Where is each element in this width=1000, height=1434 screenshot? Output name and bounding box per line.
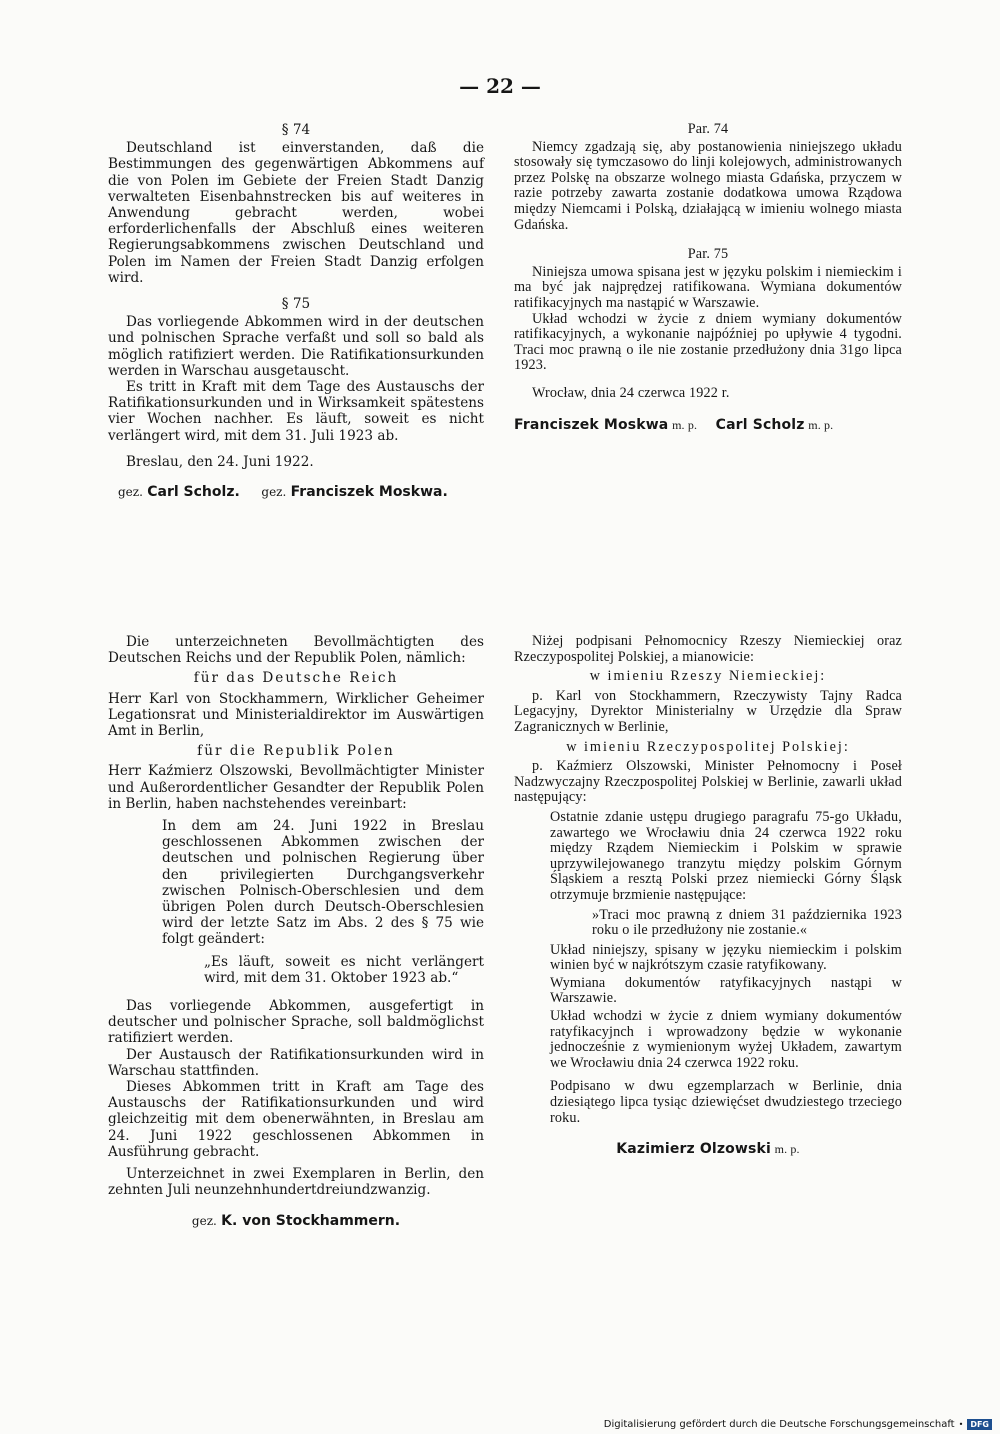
sig-prefix: gez. xyxy=(118,485,143,500)
sig-prefix: gez. xyxy=(261,485,287,500)
reich-plenipotentiary-polish: p. Karl von Stockhammern, Rzeczywisty Tajny Radca Legacyjny, Dyrektor Ministerialny w Urzędzie dla Spraw Zagranicznych w Berlinie, xyxy=(514,687,902,735)
par-75-text-2: Układ wchodzi w życie z dniem wymiany dokumentów ratifikacyjnych, a wykonanie najpóźniej po upływie 4 tygodni. Traci moc prawną o ile nie zostanie przedłużony dnia 31go lipca 1923. xyxy=(514,310,902,374)
entry-into-force-paragraph: Dieses Abkommen tritt in Kraft am Tage des Austauschs der Ratifikationsurkunden und wird gleichzeitig mit dem obenerwähnten, in Breslau am 24. Juni 1922 geschlossenen Abkommen in Ausführung gebracht. xyxy=(108,1079,484,1160)
entry-into-force-paragraph-polish: Układ wchodzi w życie z dniem wymiany dokumentów ratyfikacyjnch i wprowadzony będzie w wykonanie jednocześnie z wymienionym wyżej Układem, zawartym we Wrocławiu dnia 24 czerwca 1922 roku. xyxy=(550,1008,902,1071)
section-75-text-1: Das vorliegende Abkommen wird in der deutschen und polnischen Sprache verfaßt und soll so bald als möglich ratifiziert werden. Die Ratifikationsurkunden werden in Warschau ausgetauscht. xyxy=(108,314,484,379)
signature-carl-scholz: Carl Scholz. xyxy=(147,484,240,501)
amendment-quote-polish: »Traci moc prawną z dniem 31 października 1923 roku o ile przedłużony nie zostanie.« xyxy=(592,906,902,939)
for-reich-heading-polish: w imieniu Rzeszy Niemieckiej: xyxy=(589,668,827,685)
signature-stockhammern: K. von Stockhammern. xyxy=(221,1212,401,1229)
signature-carl-scholz: Carl Scholz xyxy=(715,416,805,433)
signature-stockhammern-block xyxy=(108,1213,484,1229)
par-75-heading: Par. 75 xyxy=(687,246,729,263)
amendment-text-german: In dem am 24. Juni 1922 in Breslau geschlossenen Abkommen zwischen der deutschen und polnischen Regierung über den privilegierten Durchgangsverkehr zwischen Polnisch-Oberschlesien und dem übrigen Polen durch Deutsch-Oberschlesien wird der letzte Satz im Abs. 2 des § 75 wie folgt geändert: xyxy=(162,818,484,948)
signature-franciszek-moskwa: Franciszek Moskwa. xyxy=(290,484,448,501)
exchange-paragraph-polish: Wymiana dokumentów ratyfikacyjnych nastąpi w Warszawie. xyxy=(550,974,902,1007)
reich-plenipotentiary: Herr Karl von Stockhammern, Wirklicher Geheimer Legationsrat und Ministerialdirektor im Auswärtigen Amt in Berlin, xyxy=(108,690,484,740)
digitization-footer: Digitalisierung gefördert durch die Deutsche Forschungsgemeinschaft • DFG xyxy=(604,1419,992,1430)
par-74-text: Niemcy zgadzają się, aby postanowienia niniejszego układu stosowały się tymczasowo do linji kolejowych, administrowanych przez Polskę na obszarze wolnego miasta Gdańska, przyczem w razie potrzeby zawarta zostanie dodatkowa umowa Rządowa między Niemcami i Polską, działającą w imieniu wolnego miasta Gdańska. xyxy=(514,138,902,233)
upper-german-column xyxy=(108,122,484,500)
section-74-heading: § 74 xyxy=(281,122,311,138)
par-75-text-1: Niniejsza umowa spisana jest w języku polskim i niemieckim i ma być jak najprędzej ratifikowana. Wymiana dokumentów ratifikacyjnych ma nastąpić w Warszawie. xyxy=(514,263,902,311)
ratification-paragraph: Das vorliegende Abkommen, ausgefertigt in deutscher und polnischer Sprache, soll baldmöglichst ratifiziert werden. xyxy=(108,998,484,1047)
amendment-quote-german: „Es läuft, soweit es nicht verlängert wird, mit dem 31. Oktober 1923 ab.“ xyxy=(204,953,484,986)
republic-plenipotentiary: Herr Kaźmierz Olszowski, Bevollmächtigter Minister und Außerordentlicher Gesandter der Republik Polen in Berlin, haben nachstehendes vereinbart: xyxy=(108,763,484,812)
republic-plenipotentiary-polish: p. Kaźmierz Olszowski, Minister Pełnomocny i Poseł Nadzwyczajny Rzeczpospolitej Polskiej w Berlinie, zawarli układ następujący: xyxy=(514,758,902,806)
for-republic-heading-polish: w imieniu Rzeczypospolitej Polskiej: xyxy=(566,738,850,755)
lower-polish-column xyxy=(514,634,902,1158)
exchange-paragraph: Der Austausch der Ratifikationsurkunden wird in Warschau stattfinden. xyxy=(108,1046,484,1079)
protocol-intro-german: Die unterzeichneten Bevollmächtigten des Deutschen Reichs und der Republik Polen, nämlich: xyxy=(108,634,484,667)
section-75-heading: § 75 xyxy=(281,296,311,313)
dfg-logo: DFG xyxy=(967,1419,992,1430)
signature-olzowski: Kazimierz Olzowski xyxy=(616,1141,771,1158)
protocol-intro-polish: Niżej podpisani Pełnomocnicy Rzeszy Niemieckiej oraz Rzeczypospolitej Polskiej, a mianowicie: xyxy=(514,633,902,665)
place-date-german: Breslau, den 24. Juni 1922. xyxy=(126,453,314,470)
footer-text: Digitalisierung gefördert durch die Deutsche Forschungsgemeinschaft xyxy=(603,1419,955,1430)
for-reich-heading: für das Deutsche Reich xyxy=(193,670,399,687)
amendment-text-polish: Ostatnie zdanie ustępu drugiego paragrafu 75-go Układu, zawartego we Wrocławiu dnia 24 czerwca 1922 roku między Rządem Niemieckim i Polskim w sprawie uprzywilejowanego tranzytu między polskim Górnym Śląskiem a resztą Polski przez niemiecki Górny Śląsk otrzymuje brzmienie następujące: xyxy=(550,808,902,903)
signed-in-berlin-paragraph: Unterzeichnet in zwei Exemplaren in Berlin, den zehnten Juli neunzehnhundertdreiundzwanzig. xyxy=(108,1166,484,1199)
place-date-polish: Wrocław, dnia 24 czerwca 1922 r. xyxy=(532,384,730,401)
sig-suffix: m. p. xyxy=(774,1142,800,1157)
page-number: — 22 — xyxy=(459,74,541,98)
upper-polish-column xyxy=(514,122,902,433)
ratification-paragraph-polish: Układ niniejszy, spisany w języku niemieckim i polskim winien być w najkrótszym czasie ratyfikowany. xyxy=(550,941,902,974)
for-republic-heading: für die Republik Polen xyxy=(197,743,395,760)
sig-suffix: m. p. xyxy=(672,417,698,432)
signatures-german xyxy=(108,484,484,500)
sig-suffix: m. p. xyxy=(808,417,834,432)
lower-german-column xyxy=(108,634,484,1229)
section-75-text-2: Es tritt in Kraft mit dem Tage des Austauschs der Ratifikationsurkunden und in Wirksamkeit spätestens vier Wochen nachher. Es läuft, soweit es nicht verlängert wird, mit dem 31. Juli 1923 ab. xyxy=(108,379,484,444)
signed-in-berlin-paragraph-polish: Podpisano w dwu egzemplarzach w Berlinie, dnia dziesiątego lipca tysiąc dziewięćset dwudziestego trzeciego roku. xyxy=(550,1078,902,1126)
signatures-polish xyxy=(514,418,902,434)
signature-franciszek-moskwa: Franciszek Moskwa xyxy=(514,416,669,433)
sig-prefix: gez. xyxy=(191,1213,217,1228)
section-74-text: Deutschland ist einverstanden, daß die Bestimmungen des gegenwärtigen Abkommens auf die von Polen im Gebiete der Freien Stadt Danzig verwalteten Eisenbahnstrecken bis auf weiteres in Anwendung gebracht werden, wobei erforderlichenfalls der Abschluß eines weiteren Regierungsabkommens zwischen Deutschland und Polen im Namen der Freien Stadt Danzig erfolgen wird. xyxy=(108,140,484,286)
signature-olzowski-block xyxy=(514,1142,902,1158)
par-74-heading: Par. 74 xyxy=(687,121,729,137)
